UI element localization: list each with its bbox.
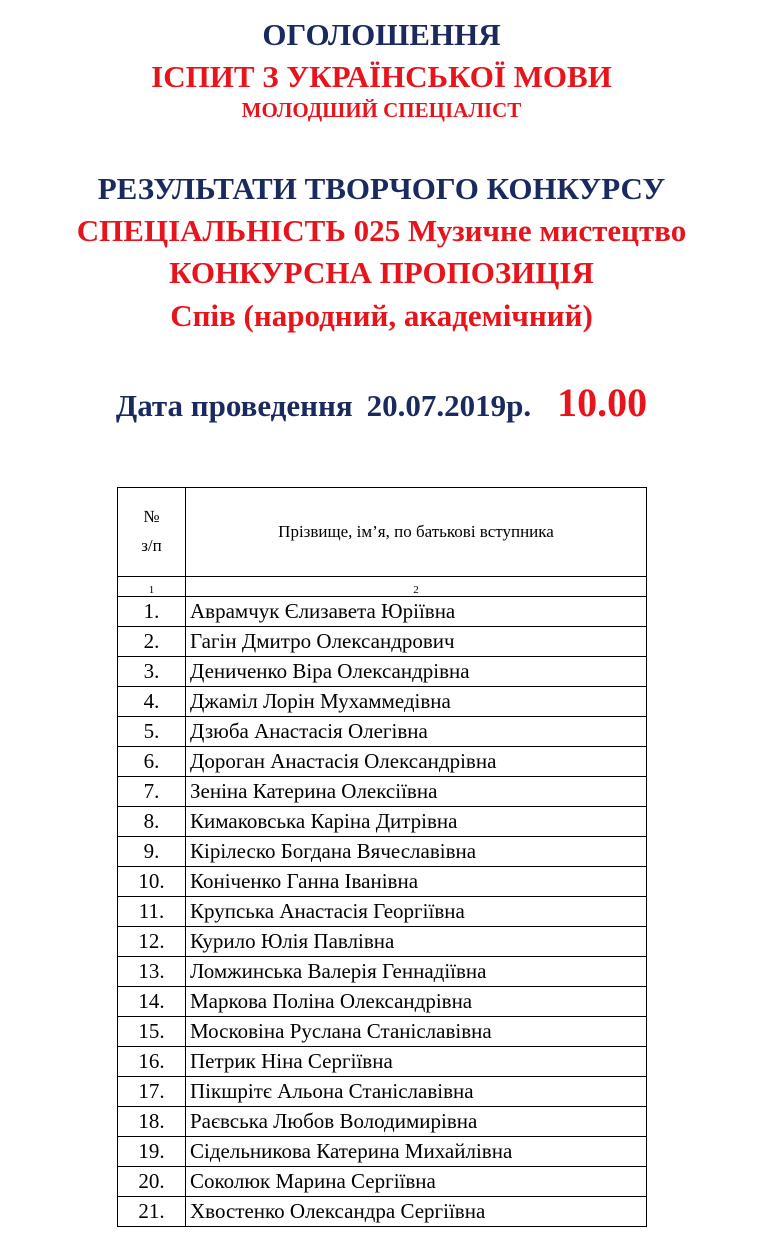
- col-number-header: [118, 488, 186, 577]
- col-number-abbr: з/п: [141, 536, 162, 555]
- row-number: 8.: [118, 807, 186, 837]
- table-row: [118, 897, 647, 927]
- applicant-name: Московіна Руслана Станіславівна: [186, 1017, 647, 1047]
- applicants-table: [117, 487, 647, 1227]
- table-row: [118, 957, 647, 987]
- applicant-name: Коніченко Ганна Іванівна: [186, 867, 647, 897]
- date-label: Дата проведення: [115, 388, 353, 423]
- row-number: 17.: [118, 1077, 186, 1107]
- applicant-name: Пікшрітє Альона Станіславівна: [186, 1077, 647, 1107]
- applicant-name: Дороган Анастасія Олександрівна: [186, 747, 647, 777]
- applicant-name: Сідельникова Катерина Михайлівна: [186, 1137, 647, 1167]
- exam-title: ІСПИТ З УКРАЇНСЬКОЇ МОВИ: [151, 59, 612, 94]
- row-number: 1.: [118, 597, 186, 627]
- table-row: [118, 927, 647, 957]
- row-number: 5.: [118, 717, 186, 747]
- row-number: 11.: [118, 897, 186, 927]
- table-row: [118, 1077, 647, 1107]
- table-row: [118, 987, 647, 1017]
- row-number: 2.: [118, 627, 186, 657]
- row-number: 21.: [118, 1197, 186, 1227]
- applicant-name: Зеніна Катерина Олексіївна: [186, 777, 647, 807]
- table-row: [118, 777, 647, 807]
- level-subtitle: МОЛОДШИЙ СПЕЦІАЛІСТ: [241, 98, 522, 122]
- applicant-name: Крупська Анастасія Георгіївна: [186, 897, 647, 927]
- row-number: 20.: [118, 1167, 186, 1197]
- applicant-name: Хвостенко Олександра Сергіївна: [186, 1197, 647, 1227]
- table-row: [118, 807, 647, 837]
- applicant-name: Аврамчук Єлизавета Юріївна: [186, 597, 647, 627]
- col-index-2: 2: [186, 577, 647, 597]
- applicant-name: Курило Юлія Павлівна: [186, 927, 647, 957]
- row-number: 6.: [118, 747, 186, 777]
- table-row: [118, 627, 647, 657]
- date-line: [0, 380, 763, 425]
- row-number: 16.: [118, 1047, 186, 1077]
- applicant-name: Кимаковська Каріна Дитрівна: [186, 807, 647, 837]
- row-number: 10.: [118, 867, 186, 897]
- applicant-name: Гагін Дмитро Олександрович: [186, 627, 647, 657]
- table-row: [118, 597, 647, 627]
- applicant-name: Дениченко Віра Олександрівна: [186, 657, 647, 687]
- table-row: [118, 657, 647, 687]
- table-row: [118, 1017, 647, 1047]
- applicant-name: Маркова Поліна Олександрівна: [186, 987, 647, 1017]
- table-row: [118, 1167, 647, 1197]
- row-number: 13.: [118, 957, 186, 987]
- row-number: 18.: [118, 1107, 186, 1137]
- row-number: 14.: [118, 987, 186, 1017]
- row-number: 19.: [118, 1137, 186, 1167]
- table-row: [118, 717, 647, 747]
- applicant-name: Раєвська Любов Володимирівна: [186, 1107, 647, 1137]
- announcement-title: ОГОЛОШЕННЯ: [262, 17, 501, 52]
- table-row: [118, 1107, 647, 1137]
- table-row: [118, 687, 647, 717]
- table-row: [118, 837, 647, 867]
- table-header-row: [118, 488, 647, 577]
- table-row: [118, 1047, 647, 1077]
- applicant-name: Кірілеско Богдана Вячеславівна: [186, 837, 647, 867]
- row-number: 9.: [118, 837, 186, 867]
- table-index-row: [118, 577, 647, 597]
- specialty-title: СПЕЦІАЛЬНІСТЬ 025 Музичне мистецтво: [76, 213, 687, 248]
- col-number-symbol: №: [143, 507, 160, 527]
- row-number: 15.: [118, 1017, 186, 1047]
- proposal-title: КОНКУРСНА ПРОПОЗИЦІЯ: [169, 255, 594, 290]
- table-body: [118, 597, 647, 1227]
- table-row: [118, 867, 647, 897]
- col-name-header: Прізвище, ім’я, по батькові вступника: [186, 488, 647, 577]
- date-value: 20.07.2019р.: [366, 388, 532, 423]
- table-row: [118, 1197, 647, 1227]
- applicant-name: Джаміл Лорін Мухаммедівна: [186, 687, 647, 717]
- table-row: [118, 1137, 647, 1167]
- row-number: 7.: [118, 777, 186, 807]
- applicant-name: Ломжинська Валерія Геннадіївна: [186, 957, 647, 987]
- col-index-1: 1: [118, 577, 186, 597]
- applicant-name: Петрик Ніна Сергіївна: [186, 1047, 647, 1077]
- results-title: РЕЗУЛЬТАТИ ТВОРЧОГО КОНКУРСУ: [97, 171, 666, 206]
- applicant-name: Соколюк Марина Сергіївна: [186, 1167, 647, 1197]
- applicant-name: Дзюба Анастасія Олегівна: [186, 717, 647, 747]
- row-number: 4.: [118, 687, 186, 717]
- proposal-name: Спів (народний, академічний): [170, 298, 593, 333]
- row-number: 3.: [118, 657, 186, 687]
- row-number: 12.: [118, 927, 186, 957]
- time-value: 10.00: [557, 380, 648, 425]
- table-row: [118, 747, 647, 777]
